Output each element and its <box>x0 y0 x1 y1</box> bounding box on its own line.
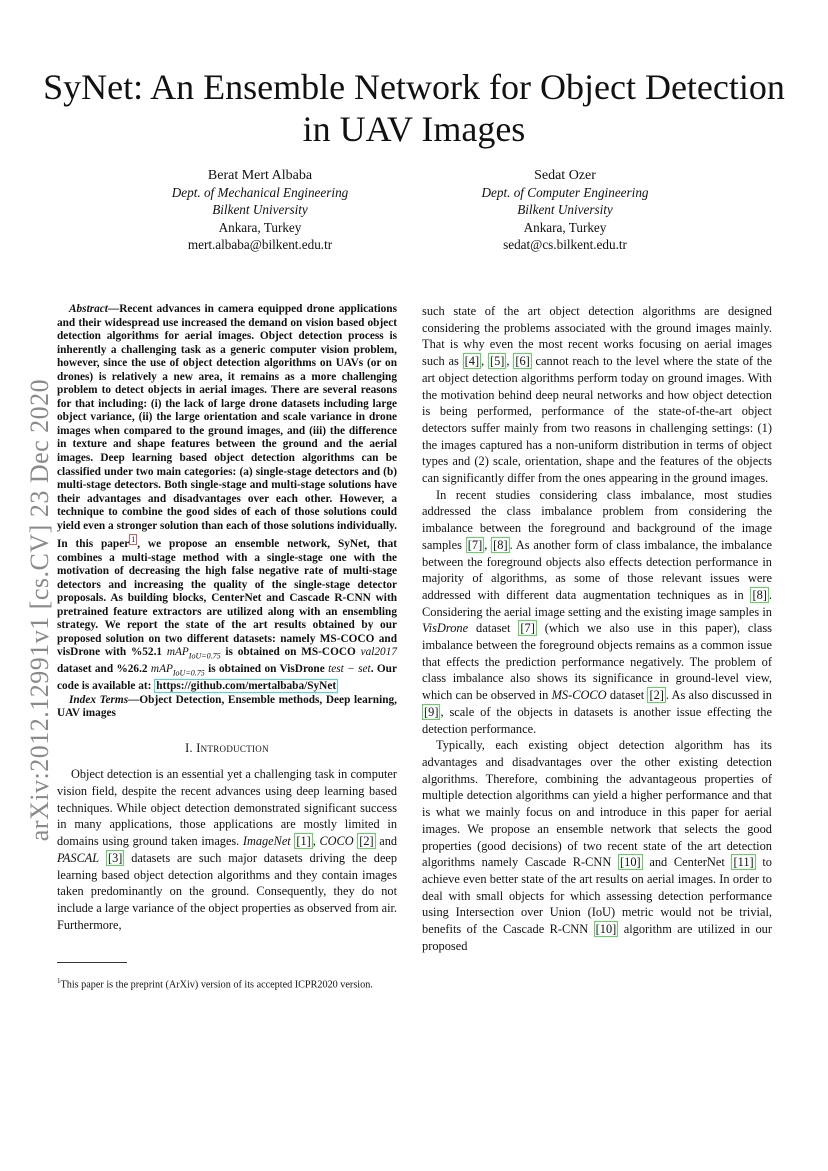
author-name: Sedat Ozer <box>534 168 596 183</box>
author-email[interactable]: sedat@cs.bilkent.edu.tr <box>503 236 627 252</box>
citation-link[interactable]: [1] <box>296 834 311 849</box>
citation-link[interactable]: [7] <box>520 621 535 636</box>
left-column <box>57 303 397 933</box>
author-email[interactable]: mert.albaba@bilkent.edu.tr <box>187 236 333 252</box>
arxiv-side-stamp <box>20 360 60 860</box>
citation-link[interactable]: [2] <box>359 834 374 849</box>
citation-link[interactable]: [7] <box>467 537 483 552</box>
author-block-1 <box>130 167 390 253</box>
body-paragraph: In recent studies considering class imbalance, most studies addressed the class imbalance problem from considering the imbalance between the foreground and background of the image samples [7] , [8] . As another form of class imbalance, the imbalance between the foreground objects also effects detection performance in majority of algorithms, as some of those relevant issues were addressed with different data augmentation techniques as in [8] . Considering the aerial image setting and the existing image samples in VisDrone dataset [7] (which we also use in this paper), class imbalance between the foreground objects remains as a common issue that effects the prediction performance negatively. The problem of class imbalance also shows its significance in ground-level view, which can be observed in MS-COCO dataset [2] . As also discussed in [9] , scale of the objects in datasets is another issue effecting the detection performance. <box>422 487 772 736</box>
author-location: Ankara, Turkey <box>218 219 302 235</box>
footnote-marker[interactable]: 1 <box>131 535 136 545</box>
body-paragraph: Typically, each existing object detection algorithm has its advantages and disadvantages over the other existing detection algorithms. Therefore, combining the advantageous properties of multiple detection algorithms can yield a higher performance and that is what we mainly focus on and introduce in this paper for aerial images. We propose an ensemble network that selects the good properties (good decisions) of two recent state of the art detection algorithms namely Cascade R-CNN [10] and CenterNet [11] to achieve even better state of the art results on aerial images. In order to deal with small objects for which assessing detection performance using Intersection over Union (IoU) metric would not be trivial, benefits of the Cascade R-CNN [10] algorithm are utilized in our proposed <box>422 738 772 953</box>
author-block-2 <box>435 167 695 253</box>
citation-link[interactable]: [6] <box>515 354 530 369</box>
citation-link[interactable]: [4] <box>464 354 480 369</box>
footnote: $^1$This paper is the preprint (ArXiv) version of its accepted ICPR2020 version. <box>57 977 373 991</box>
citation-link[interactable]: [9] <box>424 704 439 719</box>
author-univ: Bilkent University <box>517 202 613 218</box>
arxiv-identifier: arXiv:2012.12991v1 [cs.CV] 23 Dec 2020 <box>25 378 54 842</box>
code-link[interactable]: https://github.com/mertalbaba/SyNet <box>156 680 337 693</box>
abstract-lead: Abstract <box>69 303 108 315</box>
author-dept: Dept. of Computer Engineering <box>481 185 649 201</box>
author-univ: Bilkent University <box>212 202 308 218</box>
abstract: Abstract—Recent advances in camera equipped drone applications and their widespread use increased the demand on vision based object detection algorithms for aerial images. Object detection process is inherently a challenging task as a generic computer vision problem, however, since the use of object detection algorithms on UAVs (or on drones) is relatively a new area, it remains as a more challenging problem to detect objects in aerial images. There are several reasons for that including: (i) the lack of large drone datasets including large object variance, (ii) the large orientation and scale variance in drone images when compared to the ground images, and (iii) the difference in texture and shape features between the ground and the aerial images. Deep learning based object detection algorithms can be classified under two main categories: (a) single-stage detectors and (b) multi-stage detectors. Both single-stage and multi-stage solutions have their advantages and disadvantages over each other. However, a technique to combine the good sides of each of those solutions could yield even a stronger solution than each of those solutions individually. In this paper $^1$ , we propose an ensemble network, SyNet, that combines a multi-stage method with a single-stage one with the motivation of decreasing the high false negative rate of multi-stage detectors and increasing the quality of the single-stage detector proposals. As building blocks, CenterNet and Cascade R-CNN with pretrained feature extractors are utilized along with an ensembling strategy. We report the state of the art results obtained by our proposed solution on two different datasets: namely MS-COCO and visDrone with %52.1 mAP$_{IoU=0.75}$ is obtained on MS-COCO val2017 dataset and %26.2 mAP$_{IoU=0.75}$ is obtained on VisDrone test − set. Our code is available at: https://github.com/mertalbaba/SyNet <box>57 303 397 693</box>
section-heading: I. Introduction <box>185 740 269 755</box>
footnote-rule <box>57 962 127 963</box>
citation-link[interactable]: [10] <box>620 855 641 870</box>
citation-link[interactable]: [8] <box>752 587 767 602</box>
author-dept: Dept. of Mechanical Engineering <box>171 185 349 201</box>
citation-link[interactable]: [11] <box>733 855 754 870</box>
author-name: Berat Mert Albaba <box>207 168 313 183</box>
citation-link[interactable]: [10] <box>595 922 617 937</box>
right-column <box>422 303 772 954</box>
citation-link[interactable]: [5] <box>489 354 505 369</box>
citation-link[interactable]: [2] <box>649 688 664 703</box>
intro-paragraph: Object detection is an essential yet a challenging task in computer vision field, despite the recent advances using deep learning based techniques. While object detection demonstrated significant success in many applications, those applications are mostly limited in domains using ground taken images. ImageNet [1] , COCO [2] and PASCAL [3] datasets are such major datasets driving the deep learning based object detection algorithms and they contain images taken predominantly on the ground. Consequently, they do not include a large variance of the object properties as observed from air. Furthermore, <box>57 767 398 932</box>
paper-title: SyNet: An Ensemble Network for Object Detection in UAV Images <box>43 67 785 149</box>
citation-link[interactable]: [3] <box>108 850 123 865</box>
index-terms: Index Terms—Object Detection, Ensemble methods, Deep learning, UAV images <box>57 693 397 720</box>
citation-link[interactable]: [8] <box>493 537 508 552</box>
body-paragraph: such state of the art object detection algorithms are designed considering the problems associated with the ground images mainly. That is why even the most recent works focusing on aerial images such as [4] , [5] , [6] cannot reach to the level where the state of the art object detection algorithms perform today on ground images. With the motivation behind deep neural networks and how object detection is being performed, performance of the state-of-the-art object detectors suffer mainly from two reasons in challenging settings: (1) the images captured has a non-uniform distribution in terms of object types and (2) scale, orientation, shape and the features of the objects can significantly differ from the ones appearing in the ground images. <box>422 304 772 486</box>
author-location: Ankara, Turkey <box>523 219 607 235</box>
